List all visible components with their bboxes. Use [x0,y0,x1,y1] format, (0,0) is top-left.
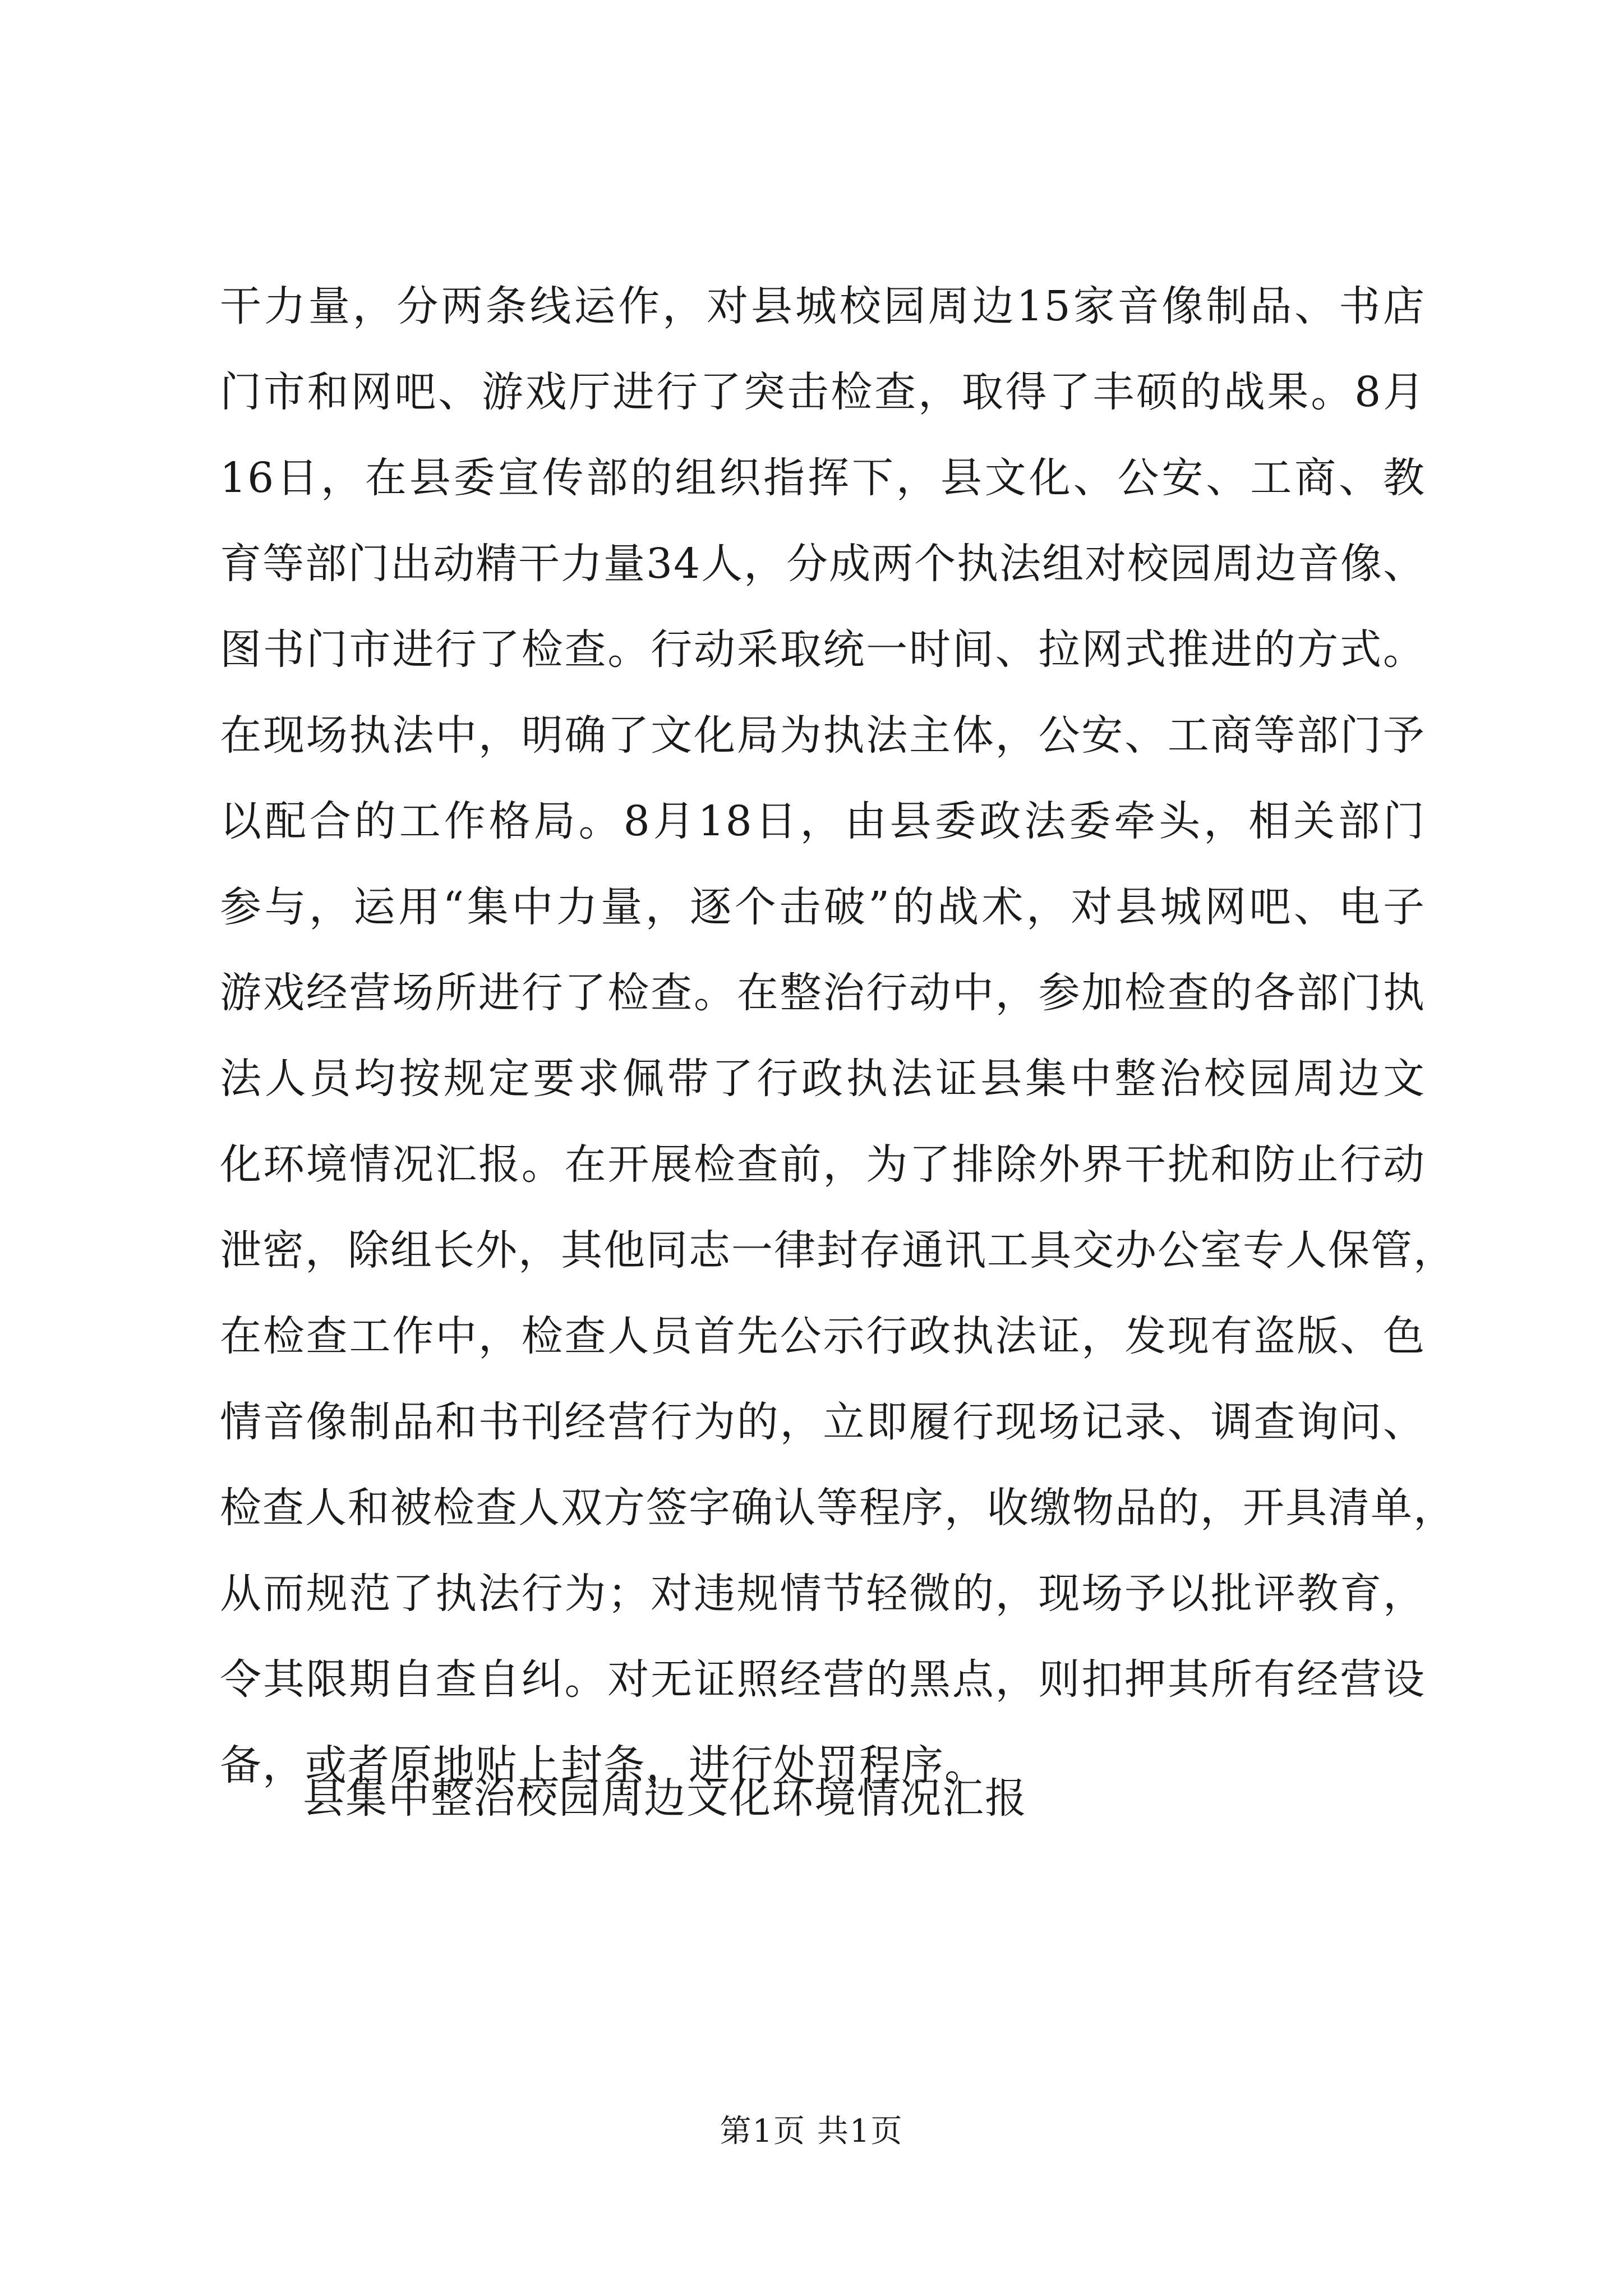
text-line: 在检查工作中，检查人员首先公示行政执法证，发现有盗版、色 [220,1312,1426,1360]
page-footer: 第1页 共1页 [720,2113,903,2150]
body-text [220,264,1456,1809]
text-line: 化环境情况汇报。在开展检查前，为了排除外界干扰和防止行动 [220,1140,1426,1189]
text-line: 干力量，分两条线运作，对县城校园周边15家音像制品、书店 [220,282,1426,330]
text-line: 育等部门出动精干力量34人，分成两个执法组对校园周边音像、 [220,540,1426,588]
text-line: 情音像制品和书刊经营行为的，立即履行现场记录、调查询问、 [220,1398,1426,1446]
text-line: 16日，在县委宣传部的组织指挥下，县文化、公安、工商、教 [220,454,1426,502]
text-line: 令其限期自查自纠。对无证照经营的黑点，则扣押其所有经营设 [220,1655,1426,1704]
text-line: 门市和网吧、游戏厅进行了突击检查，取得了丰硕的战果。8月 [220,368,1426,416]
text-line: 参与，运用“集中力量，逐个击破”的战术，对县城网吧、电子 [220,883,1426,931]
text-line: 从而规范了执法行为；对违规情节轻微的，现场予以批评教育， [220,1570,1426,1618]
text-line-last: 备，或者原地贴上封条，进行处罚程序。 [220,1741,987,1789]
text-line: 在现场执法中，明确了文化局为执法主体，公安、工商等部门予 [220,711,1426,760]
text-line: 游戏经营场所进行了检查。在整治行动中，参加检查的各部门执 [220,969,1426,1017]
text-line: 图书门市进行了检查。行动采取统一时间、拉网式推进的方式。 [220,625,1426,674]
text-line: 检查人和被检查人双方签字确认等程序，收缴物品的，开具清单， [220,1484,1456,1532]
text-line: 泄密，除组长外，其他同志一律封存通讯工具交办公室专人保管， [220,1226,1456,1274]
text-line: 以配合的工作格局。8月18日，由县委政法委牵头，相关部门 [220,797,1426,845]
text-line: 法人员均按规定要求佩带了行政执法证县集中整治校园周边文 [220,1055,1426,1103]
closing-title: 县集中整治校园周边文化环境情况汇报 [303,1774,1027,1823]
